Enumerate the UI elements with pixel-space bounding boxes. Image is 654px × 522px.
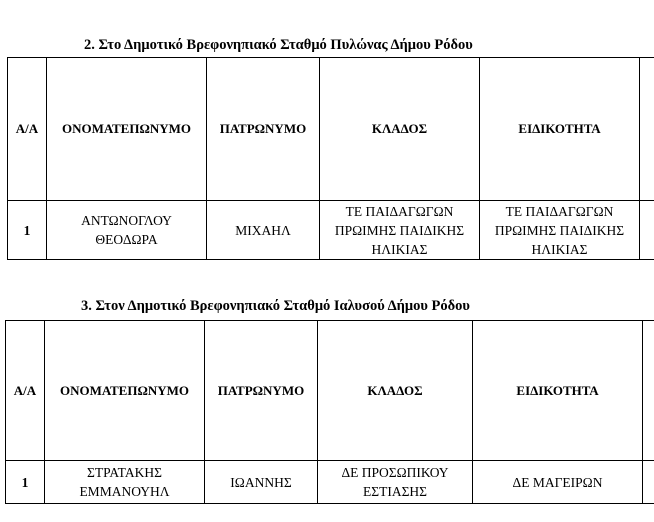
header-aa: Α/Α [6,321,45,461]
cell-fullname: ΑΝΤΩΝΟΓΛΟΥ ΘΕΟΔΩΡΑ [47,201,207,260]
table-row [6,461,654,504]
staff-table-ialysos [5,320,654,504]
cell-branch: ΔΕ ΠΡΟΣΩΠΙΚΟΥ ΕΣΤΙΑΣΗΣ [318,461,473,504]
section-title-ialysos: 3. Στον Δημοτικό Βρεφονηπιακό Σταθμό Ιαλυσού Δήμου Ρόδου [81,298,470,314]
header-father-name: ΠΑΤΡΩΝΥΜΟ [207,58,320,201]
table-row [8,201,654,260]
header-specialty: ΕΙΔΙΚΟΤΗΤΑ [480,58,640,201]
header-specialty: ΕΙΔΙΚΟΤΗΤΑ [473,321,643,461]
cell-specialty: ΤΕ ΠΑΙΔΑΓΩΓΩΝ ΠΡΩΙΜΗΣ ΠΑΙΔΙΚΗΣ ΗΛΙΚΙΑΣ [480,201,640,260]
header-aa: Α/Α [8,58,47,201]
table-header-row [8,58,654,201]
cell-specialty: ΔΕ ΜΑΓΕΙΡΩΝ [473,461,643,504]
cell-aa: 1 [8,201,47,260]
cell-fullname: ΣΤΡΑΤΑΚΗΣ ΕΜΜΑΝΟΥΗΛ [45,461,205,504]
header-extra-column [640,58,654,201]
cell-aa: 1 [6,461,45,504]
header-extra-column [643,321,654,461]
cell-extra [643,461,654,504]
header-branch: ΚΛΑΔΟΣ [320,58,480,201]
header-fullname: ΟΝΟΜΑΤΕΠΩΝΥΜΟ [45,321,205,461]
header-fullname: ΟΝΟΜΑΤΕΠΩΝΥΜΟ [47,58,207,201]
section-title-pylona: 2. Στο Δημοτικό Βρεφονηπιακό Σταθμό Πυλώνας Δήμου Ρόδου [84,37,473,53]
cell-father-name: ΙΩΑΝΝΗΣ [205,461,318,504]
header-branch: ΚΛΑΔΟΣ [318,321,473,461]
cell-branch: ΤΕ ΠΑΙΔΑΓΩΓΩΝ ΠΡΩΙΜΗΣ ΠΑΙΔΙΚΗΣ ΗΛΙΚΙΑΣ [320,201,480,260]
cell-extra [640,201,654,260]
header-father-name: ΠΑΤΡΩΝΥΜΟ [205,321,318,461]
staff-table-pylona [7,57,654,260]
cell-father-name: ΜΙΧΑΗΛ [207,201,320,260]
table-header-row [6,321,654,461]
